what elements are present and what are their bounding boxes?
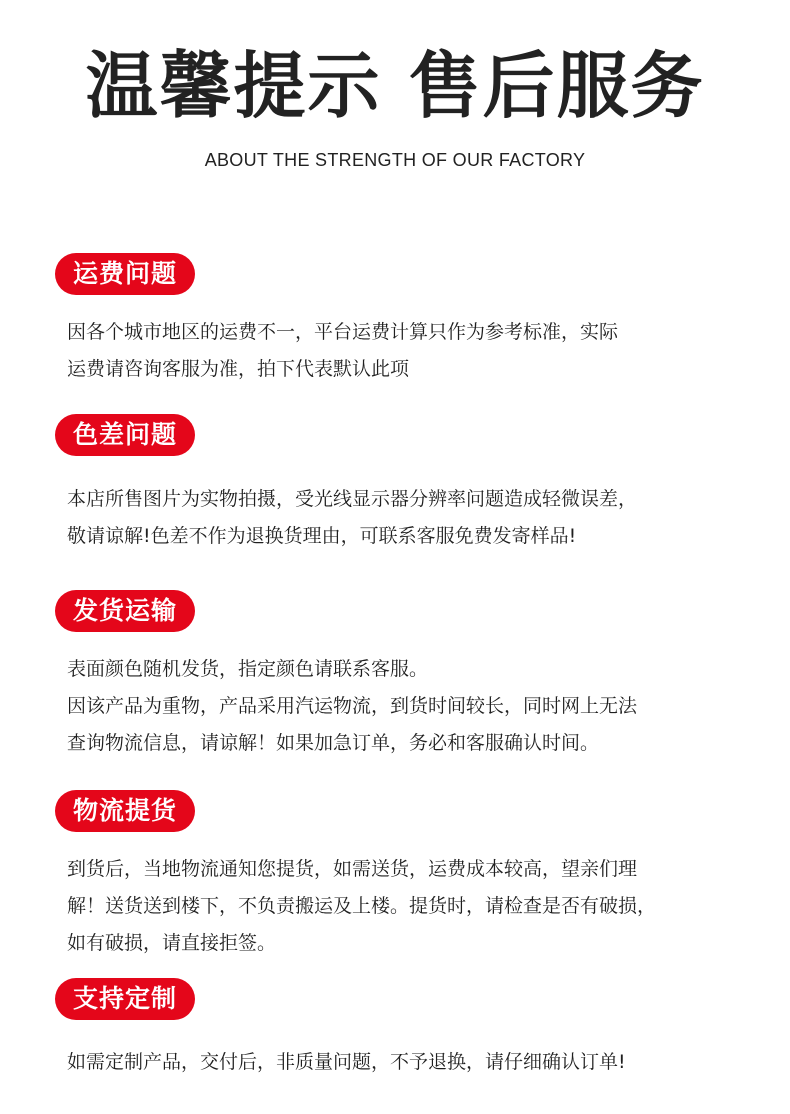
section-shipping-fee	[55, 253, 755, 388]
text-line: 查询物流信息，请谅解！如果加急订单，务必和客服确认时间。	[67, 732, 600, 754]
section-badge-delivery: 发货运输	[55, 590, 195, 632]
text-line: 运费请咨询客服为准，拍下代表默认此项	[67, 358, 410, 380]
section-badge-shipping-fee: 运费问题	[55, 253, 195, 295]
section-delivery	[55, 590, 755, 762]
section-text-delivery	[55, 651, 755, 762]
page-subtitle: ABOUT THE STRENGTH OF OUR FACTORY	[204, 150, 586, 170]
section-text-customization	[55, 1044, 755, 1081]
section-text-pickup	[55, 851, 755, 962]
text-line: 如有破损，请直接拒签。	[67, 932, 277, 954]
section-badge-color-difference: 色差问题	[55, 414, 195, 456]
text-line: 因该产品为重物，产品采用汽运物流，到货时间较长，同时网上无法	[67, 695, 638, 717]
section-customization	[55, 978, 755, 1081]
text-line: 如需定制产品，交付后，非质量问题，不予退换，请仔细确认订单!	[67, 1051, 626, 1073]
text-line: 因各个城市地区的运费不一，平台运费计算只作为参考标准，实际	[67, 321, 619, 343]
section-color-difference	[55, 414, 755, 555]
text-line: 本店所售图片为实物拍摄，受光线显示器分辨率问题造成轻微误差，	[67, 488, 638, 510]
section-pickup	[55, 790, 755, 962]
section-badge-customization: 支持定制	[55, 978, 195, 1020]
section-badge-pickup: 物流提货	[55, 790, 195, 832]
section-text-color-difference	[55, 481, 755, 555]
page-title: 温馨提示 售后服务	[85, 44, 705, 128]
text-line: 解！送货送到楼下，不负责搬运及上楼。提货时，请检查是否有破损，	[67, 895, 657, 917]
section-text-shipping-fee	[55, 314, 755, 388]
text-line: 敬请谅解!色差不作为退换货理由，可联系客服免费发寄样品!	[67, 525, 577, 547]
text-line: 到货后，当地物流通知您提货，如需送货，运费成本较高，望亲们理	[67, 858, 638, 880]
text-line: 表面颜色随机发货，指定颜色请联系客服。	[67, 658, 429, 680]
